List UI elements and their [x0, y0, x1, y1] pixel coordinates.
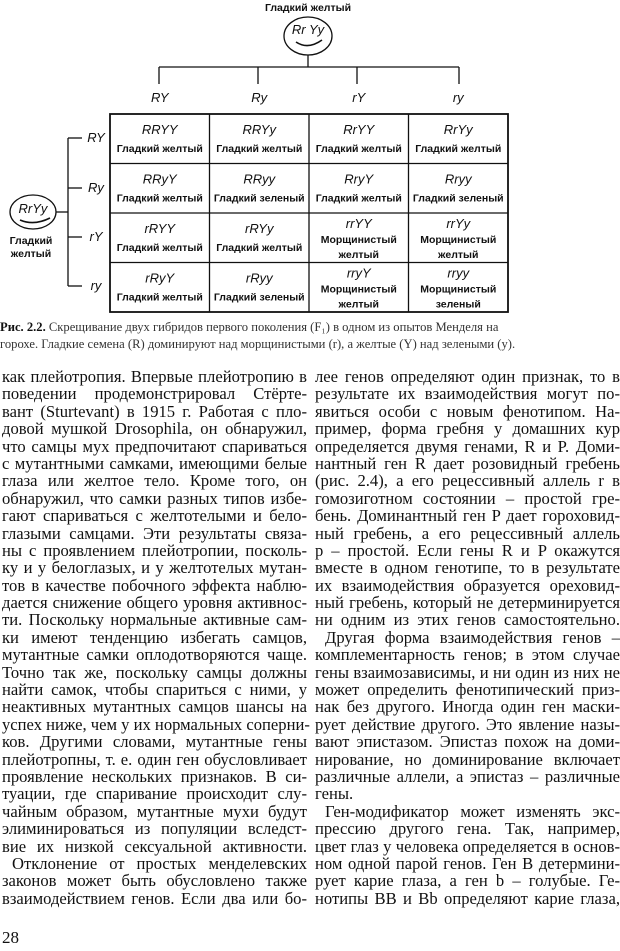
row-gamete-label: Ry: [88, 180, 104, 195]
text-line: цвет глаз у человека определяется в основ-: [315, 836, 620, 856]
text-line: вант (Sturtevant) в 1915 г. Работая с пло-: [2, 401, 307, 421]
text-line: нотипы BB и Bb определяют карие глаза,: [315, 888, 620, 908]
cell-genotype: rRyY: [145, 270, 175, 286]
cell-genotype: rRYy: [245, 221, 274, 236]
punnett-square-figure: [0, 0, 620, 316]
text-line: гены взаимозависимы, и ни один из них не: [315, 662, 620, 682]
left-parent-label-1: Гладкий: [9, 235, 53, 247]
text-line: взаимодействием генов. Если два или бо-: [2, 888, 307, 908]
text-line: глаза или желтое тело. Кроме того, он: [2, 471, 307, 491]
text-line: ки имеют тенденцию избегать самцов,: [2, 627, 307, 647]
cell-genotype: RryY: [344, 171, 374, 187]
text-line: комплементарность генов; в этом случае: [315, 645, 620, 665]
text-line: с мутантными самками, имеющими белые: [2, 453, 307, 473]
text-line: вместе в одном генотипе, то в результате: [315, 558, 620, 578]
text-line: глазыми самцами. Эти результаты связа-: [2, 523, 307, 543]
cell-phenotype-line-2: желтый: [338, 298, 379, 311]
text-line: гают спариваться с желтотелыми и бело-: [2, 506, 307, 526]
text-line: неактивных мутантных самцов шансы на: [2, 697, 307, 717]
row-gamete-label: rY: [89, 229, 103, 244]
cell-genotype: rRYY: [144, 221, 176, 236]
cell-phenotype: Гладкий желтый: [216, 242, 303, 254]
text-line: вие их низкой сексуальной активности.: [2, 836, 307, 856]
text-line: дается снижение общего уровня активнос-: [2, 593, 307, 613]
cell-genotype: RRyY: [142, 171, 177, 187]
column-gamete-label: rY: [352, 90, 366, 105]
top-parent-genotype: Rr Yy: [291, 22, 325, 37]
text-line: явиться особи с новым фенотипом. На-: [315, 401, 620, 421]
text-line: поведении продемонстрировал Стёрте-: [2, 384, 307, 404]
text-line: туации, где спаривание происходит слу-: [2, 784, 307, 804]
text-line: успех ниже, чем у их нормальных соперни-: [2, 714, 310, 734]
text-line: ти. Поскольку нормальные активные сам-: [2, 610, 307, 630]
text-line: нирование, но доминирование включает: [315, 749, 620, 769]
row-gamete-label: RY: [87, 130, 105, 145]
text-line: довой мушкой Drosophila, он обнаружил,: [2, 419, 307, 439]
text-line: что самцы мух предпочитают спариваться: [2, 436, 307, 456]
figure-caption: [0, 319, 620, 353]
column-gamete-label: Ry: [251, 90, 268, 105]
text-line: Ген-модификатор может изменять экс-: [325, 801, 620, 821]
text-line: определяется двумя генами, R и P. Доми-: [315, 436, 620, 456]
cell-phenotype: Морщинистый: [420, 234, 497, 246]
text-line: найти самок, чтобы спариться с ними, у: [2, 680, 307, 700]
cell-genotype: RrYy: [443, 122, 473, 137]
cell-genotype: rryY: [346, 265, 371, 281]
cell-phenotype: Гладкий желтый: [415, 143, 502, 155]
text-line: Точно так же, поскольку самцы должны: [2, 662, 307, 682]
text-line: p – простой. Если гены R и P окажутся: [315, 540, 620, 560]
text-line: плейотропны, т. е. один ген обусловливает: [2, 749, 307, 769]
text-line: гены.: [315, 784, 354, 804]
text-line: различные аллели, а эпистаз – различные: [315, 766, 620, 786]
text-line: ном одной парой генов. Ген B детермини-: [315, 853, 620, 873]
cell-genotype: RRyy: [243, 171, 276, 187]
cell-phenotype: Гладкий желтый: [216, 143, 303, 155]
text-line: бень. Доминантный ген P дает гороховид-: [315, 506, 620, 526]
cell-phenotype: Гладкий желтый: [116, 192, 203, 205]
row-gamete-label: ry: [90, 278, 102, 293]
page-number: 28: [2, 928, 19, 947]
cell-genotype: RRYY: [141, 122, 178, 137]
text-line: ков. Другими словами, мутантные гены: [2, 732, 307, 752]
text-line: мутантные самки оплодотворяются чаще.: [2, 645, 307, 665]
cell-phenotype: Морщинистый: [420, 283, 497, 296]
text-line: пример, форма гребня у домашних кур: [315, 419, 620, 439]
text-line: проявление нескольких признаков. В си-: [2, 766, 307, 786]
text-line: ни одним из этих генов самостоятельно.: [315, 610, 620, 630]
text-line: прессию другого гена. Так, например,: [315, 819, 620, 839]
text-line: гомозиготном состоянии – простой гре-: [315, 488, 620, 508]
cell-genotype: Rryy: [444, 171, 472, 187]
text-line: нак без другого. Иногда один ген маски-: [315, 697, 620, 717]
cell-phenotype: Гладкий зеленый: [213, 192, 305, 205]
text-line: Другая форма взаимодействия генов –: [325, 627, 620, 647]
cell-phenotype: Гладкий желтый: [315, 192, 402, 205]
text-line: чайным образом, мутантные мухи будут: [2, 801, 307, 821]
text-line: ный гребень, который не детерминируется: [315, 593, 620, 613]
text-line: (рис. 2.4), а его рецессивный аллель r в: [315, 471, 620, 491]
text-line: нантный ген R дает розовидный гребень: [315, 453, 620, 473]
text-line: как плейотропия. Впервые плейотропию в: [2, 367, 307, 386]
caption-line-2: горохе. Гладкие семена (R) доминируют над морщинистыми (r), а желтые (Y) над зелеными (y).: [0, 337, 516, 351]
text-line: элиминироваться из популяции вследст-: [2, 819, 307, 839]
text-line: рует действие другого. Это явление назы-: [315, 714, 620, 734]
cell-phenotype: Гладкий желтый: [116, 291, 203, 304]
text-line: тов в качестве побочного эффекта наблю-: [2, 575, 307, 595]
cell-phenotype: Гладкий желтый: [315, 143, 402, 155]
cell-genotype: rryy: [447, 265, 470, 281]
text-line: результате их взаимодействия могут по-: [315, 384, 620, 404]
cell-phenotype: Морщинистый: [320, 283, 397, 296]
text-line: лее генов определяют один признак, то в: [315, 367, 620, 386]
right-text-column: [315, 368, 620, 907]
caption-label: Рис. 2.2.: [0, 320, 46, 334]
left-text-column: [2, 367, 310, 908]
column-gamete-label: ry: [452, 90, 464, 105]
column-gamete-label: RY: [150, 90, 169, 105]
text-line: ный гребень, а его рецессивный аллель: [315, 523, 620, 543]
text-line: обнаружил, что самки разных типов избе-: [2, 488, 307, 508]
text-line: ку и у белоглазых, и у желтотелых мутан-: [2, 558, 307, 578]
cell-phenotype-line-2: желтый: [338, 249, 379, 261]
cell-phenotype: Гладкий желтый: [116, 242, 203, 254]
cell-phenotype: Гладкий зеленый: [412, 192, 504, 205]
left-parent-label-2: желтый: [10, 248, 52, 260]
cell-phenotype: Гладкий зеленый: [213, 291, 305, 304]
left-parent-genotype: RrYy: [18, 201, 48, 216]
cell-phenotype-line-2: зеленый: [435, 298, 481, 311]
cell-genotype: RrYY: [343, 122, 375, 137]
text-line: может определить фенотипический приз-: [315, 680, 620, 700]
text-line: вают эпистазом. Эпистаз похож на доми-: [315, 732, 620, 752]
cell-genotype: RRYy: [242, 122, 276, 137]
text-line: их взаимодействия образуется ореховид-: [315, 575, 620, 595]
cell-phenotype: Морщинистый: [320, 234, 397, 246]
cell-phenotype-line-2: желтый: [438, 249, 479, 261]
caption-line-1: Скрещивание двух гибридов первого поколения (F₁) в одном из опытов Менделя на: [48, 320, 499, 334]
cell-genotype: rrYy: [446, 216, 471, 231]
text-line: ны с проявлением плейотропии, посколь-: [2, 540, 307, 560]
cell-genotype: rRyy: [245, 270, 273, 286]
text-line: законов может быть обусловлено также: [2, 871, 307, 891]
cell-genotype: rrYY: [345, 216, 372, 231]
cell-phenotype: Гладкий желтый: [116, 143, 203, 155]
text-line: рует карие глаза, а ген b – голубые. Ге-: [315, 871, 620, 891]
top-parent-label: Гладкий желтый: [264, 2, 352, 14]
text-line: Отклонение от простых менделевских: [12, 853, 307, 873]
